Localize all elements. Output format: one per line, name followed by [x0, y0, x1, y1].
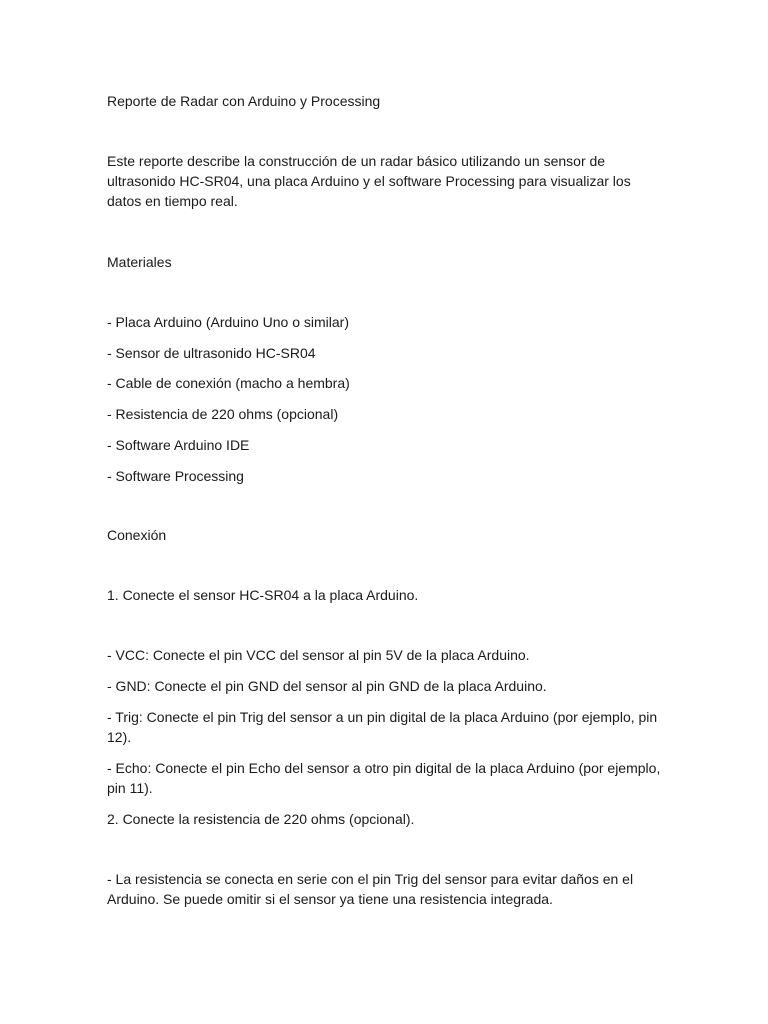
material-item: - Cable de conexión (macho a hembra): [107, 375, 350, 391]
materials-heading: Materiales: [107, 254, 172, 270]
material-item: - Software Arduino IDE: [107, 437, 250, 453]
resistor-note: - La resistencia se conecta en serie con el pin Trig del sensor para evitar daños en el Arduino. Se puede omitir si el sensor ya tiene una resistencia integrada.: [107, 871, 634, 907]
connection-heading: Conexión: [107, 527, 167, 543]
step-1: 1. Conecte el sensor HC-SR04 a la placa Arduino.: [107, 587, 419, 603]
pin-instruction: - Trig: Conecte el pin Trig del sensor a un pin digital de la placa Arduino (por ejemplo, pin 12).: [107, 709, 658, 745]
material-item: - Software Processing: [107, 468, 244, 484]
pin-instruction: - Echo: Conecte el pin Echo del sensor a otro pin digital de la placa Arduino (por ejemplo, pin 11).: [107, 760, 661, 796]
material-item: - Sensor de ultrasonido HC-SR04: [107, 345, 316, 361]
document-title: Reporte de Radar con Arduino y Processing: [107, 93, 381, 109]
material-item: - Placa Arduino (Arduino Uno o similar): [107, 314, 349, 330]
step-2: 2. Conecte la resistencia de 220 ohms (opcional).: [107, 811, 415, 827]
pin-instruction: - VCC: Conecte el pin VCC del sensor al pin 5V de la placa Arduino.: [107, 647, 530, 663]
pin-instruction: - GND: Conecte el pin GND del sensor al pin GND de la placa Arduino.: [107, 678, 547, 694]
intro-paragraph: Este reporte describe la construcción de un radar básico utilizando un sensor de ultrasonido HC-SR04, una placa Arduino y el software Processing para visualizar los datos en tiempo real.: [107, 153, 631, 209]
material-item: - Resistencia de 220 ohms (opcional): [107, 406, 339, 422]
